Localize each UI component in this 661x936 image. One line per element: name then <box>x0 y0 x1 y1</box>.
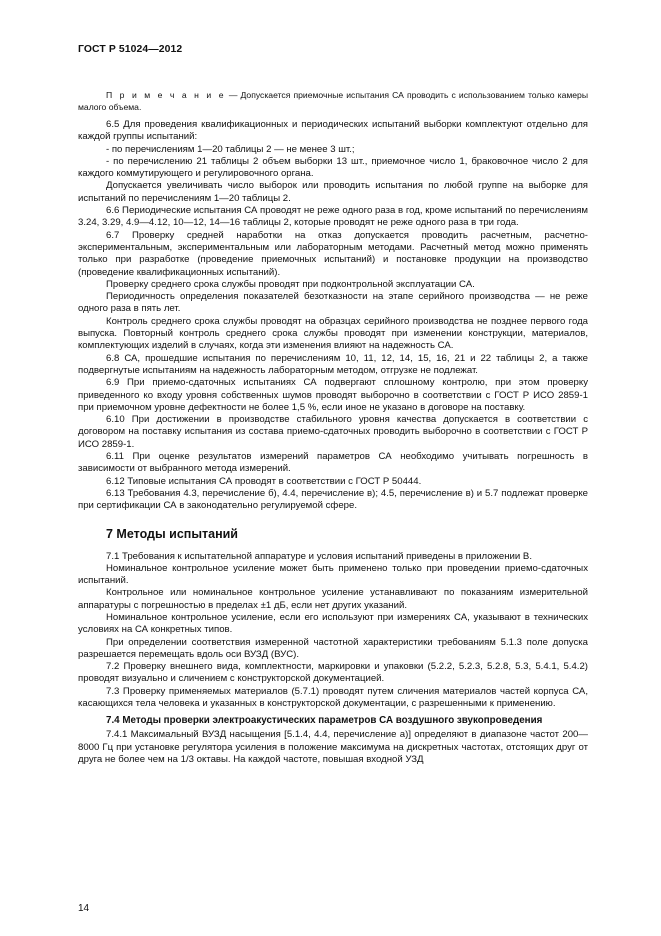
document-header: ГОСТ Р 51024—2012 <box>78 44 183 55</box>
paragraph: Контрольное или номинальное контрольное усиление устанавливают по показаниям измерительной аппаратуры с погрешностью в пределах ±1 дБ, если нет других указаний. <box>78 587 588 611</box>
paragraph: Проверку среднего срока службы проводят при подконтрольной эксплуатации СА. <box>106 278 475 290</box>
document-body <box>78 90 588 766</box>
paragraph-7-4-1: 7.4.1 Максимальный ВУЗД насыщения [5.1.4, 4.4, перечисление а)] определяют в диапазоне частот 200—8000 Гц при установке регулятора усиления в положение максимума на дискретных частотах, отстоящих друг от друга не более чем на 1/3 октавы. На каждой частоте, повышая входной УЗД <box>78 729 588 765</box>
paragraph-7-2: 7.2 Проверку внешнего вида, комплектности, маркировки и упаковки (5.2.2, 5.2.3, 5.2.8, 5.3, 5.4.1, 5.4.2) проводят визуально и сличением с конструкторской документацией. <box>78 661 588 685</box>
page-number: 14 <box>78 903 90 914</box>
paragraph-6-7: 6.7 Проверку средней наработки на отказ допускается проводить расчетным, расчетно-экспериментальным, экспериментальным или лабораторным методами. Расчетный метод можно применять только при разработке (проведение приемочных испытаний) и постановке продукции на производство (проведение квалификационных испытаний). <box>78 229 588 278</box>
paragraph-6-5: 6.5 Для проведения квалификационных и периодических испытаний выборки комплектуют отдельно для каждой группы испытаний: <box>78 119 588 143</box>
paragraph-6-10: 6.10 При достижении в производстве стабильного уровня качества допускается в соответствии с договором на поставку испытания из состава приемо-сдаточных проводить выборочно в соответствии с ГОСТ Р ИСО 2859-1. <box>78 414 588 450</box>
list-item: - по перечислению 21 таблицы 2 объем выборки 13 шт., приемочное число 1, браковочное число 2 для каждого коммутирующего и регулировочного органа. <box>78 155 588 180</box>
paragraph-6-11: 6.11 При оценке результатов измерений параметров СА необходимо учитывать погрешность в зависимости от выбранного метода измерений. <box>78 451 588 475</box>
section-7-heading: 7 Методы испытаний <box>106 526 238 541</box>
paragraph: Контроль среднего срока службы проводят на образцах серийного производства не позднее первого года выпуска. Повторный контроль среднего срока службы проводят при изменении конструкции, материалов, комплектующих изделий в случаях, когда эти изменения влияют на надежность СА. <box>78 315 588 352</box>
paragraph: При определении соответствия измеренной частотной характеристики требованиям 5.1.3 поле допуска разрешается перемещать вдоль оси ВУЗД (ВУС). <box>78 636 588 660</box>
paragraph: Номинальное контрольное усиление может быть применено только при проведении приемо-сдаточных испытаний. <box>78 562 588 587</box>
paragraph-6-6: 6.6 Периодические испытания СА проводят не реже одного раза в год, кроме испытаний по перечислениям 3.24, 3.29, 4.9—4.12, 10—12, 14—16 таблицы 2, которые проводят не реже одного раза в три года. <box>78 205 588 229</box>
section-7-4-heading: 7.4 Методы проверки электроакустических параметров СА воздушного звукопроведения <box>106 715 543 727</box>
paragraph: Номинальное контрольное усиление, если его используют при измерениях СА, указывают в технических условиях на СА конкретных типов. <box>78 611 588 636</box>
list-item: - по перечислениям 1—20 таблицы 2 — не менее 3 шт.; <box>106 143 355 155</box>
paragraph-6-13: 6.13 Требования 4.3, перечисление б), 4.4, перечисление в); 4.5, перечисление в) и 5.7 подлежат проверке при сертификации СА в законодательно регулируемой сфере. <box>78 487 588 512</box>
note-text: — Допускается приемочные испытания СА проводить с использованием только камеры малого объема. <box>78 90 588 112</box>
paragraph-6-12: 6.12 Типовые испытания СА проводят в соответствии с ГОСТ Р 50444. <box>106 475 422 487</box>
paragraph-7-1: 7.1 Требования к испытательной аппаратуре и условия испытаний приведены в приложении В. <box>106 550 532 562</box>
paragraph: Периодичность определения показателей безотказности на этапе серийного производства — не реже одного раза в пять лет. <box>78 291 588 315</box>
paragraph-6-8: 6.8 СА, прошедшие испытания по перечислениям 10, 11, 12, 14, 15, 16, 21 и 22 таблицы 2, а также подвергнутые испытаниям на надежность лабораторным методом, отгрузке не подлежат. <box>78 352 588 376</box>
paragraph: Допускается увеличивать число выборок или проводить испытания по любой группе на выборке для испытаний по перечислениям 1—20 таблицы 2. <box>78 180 588 204</box>
paragraph-7-3: 7.3 Проверку применяемых материалов (5.7.1) проводят путем сличения материалов частей корпуса СА, касающихся тела человека и указанных в конструкторской документации, с разрешенными к применению. <box>78 685 588 710</box>
paragraph-6-9: 6.9 При приемо-сдаточных испытаниях СА подвергают сплошному контролю, при этом проверку приведенного ко входу уровня собственных шумов проводят выборочно в соответствии с ГОСТ Р ИСО 2859-1 при приемочном уровне дефектности не более 1,5 %, если иное не указано в договоре на поставку. <box>78 377 588 413</box>
note-paragraph <box>78 90 588 113</box>
note-label: П р и м е ч а н и е <box>106 90 226 100</box>
